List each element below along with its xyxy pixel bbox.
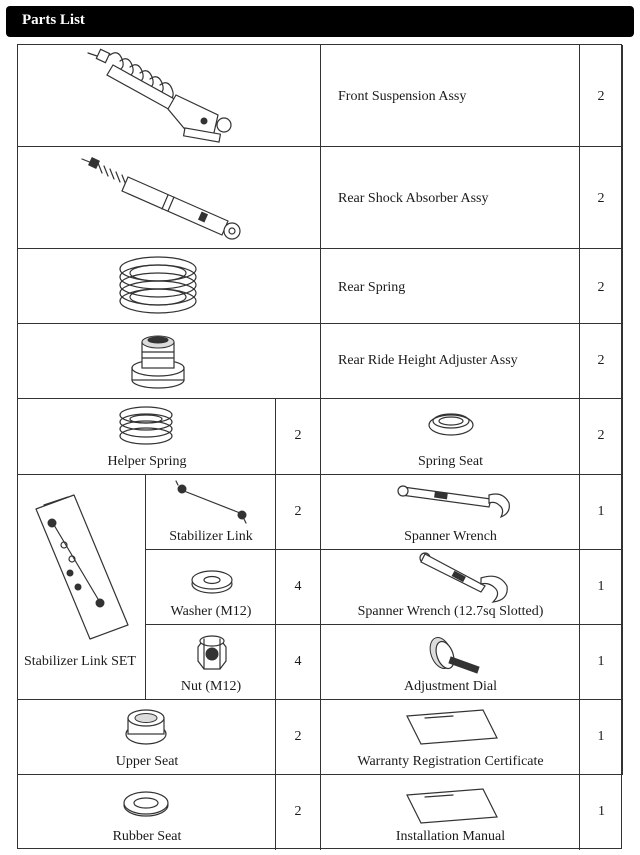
part-name-rear-spring: Rear Spring [338,280,406,295]
part-name-rubber-seat: Rubber Seat [112,829,182,844]
qty-cell-stabilizer-link [276,475,321,550]
qty-spanner-slotted: 1 [597,579,605,594]
image-cell-spring-seat [321,399,580,475]
part-name-spanner-slotted: Spanner Wrench (12.7sq Slotted) [357,604,544,619]
part-name-helper-spring: Helper Spring [107,454,187,469]
image-cell-spanner-wrench [321,475,580,550]
qty-cell-rear-shock [580,147,623,249]
part-name-stabilizer-link: Stabilizer Link [169,529,253,544]
qty-cell-rear-ride-height [580,324,623,399]
name-cell-rear-ride-height [321,324,580,399]
qty-cell-front-suspension [580,45,623,147]
qty-washer: 4 [294,579,302,594]
part-name-manual: Installation Manual [395,829,506,844]
qty-cell-rubber-seat [276,775,321,850]
image-cell-washer [146,550,276,625]
part-name-washer: Washer (M12) [170,604,252,619]
image-cell-rear-spring [18,249,321,324]
qty-spring-seat: 2 [597,428,605,443]
name-cell-rear-shock [321,147,580,249]
qty-cell-spanner-slotted [580,550,623,625]
image-cell-upper-seat [18,700,276,775]
qty-rear-shock: 2 [597,191,605,206]
front-suspension-icon [18,45,321,147]
image-cell-spanner-slotted [321,550,580,625]
qty-cell-warranty [580,700,623,775]
parts-table [17,44,622,849]
qty-warranty: 1 [597,729,605,744]
qty-cell-helper-spring [276,399,321,475]
rear-shock-icon [18,147,321,249]
image-cell-front-suspension [18,45,321,147]
qty-rubber-seat: 2 [294,804,302,819]
qty-cell-adjustment-dial [580,625,623,700]
header-bar [6,6,634,37]
qty-upper-seat: 2 [294,729,302,744]
qty-cell-upper-seat [276,700,321,775]
page-title: Parts List [22,12,85,28]
part-name-nut: Nut (M12) [180,679,242,694]
part-name-spring-seat: Spring Seat [418,454,483,469]
name-cell-rear-spring [321,249,580,324]
image-cell-nut [146,625,276,700]
image-cell-manual [321,775,580,850]
qty-spanner-wrench: 1 [597,504,605,519]
qty-cell-spanner-wrench [580,475,623,550]
qty-nut: 4 [294,654,302,669]
qty-front-suspension: 2 [597,89,605,104]
image-cell-adjustment-dial [321,625,580,700]
qty-cell-spring-seat [580,399,623,475]
qty-cell-nut [276,625,321,700]
rear-spring-icon [18,249,321,324]
image-cell-helper-spring [18,399,276,475]
qty-cell-rear-spring [580,249,623,324]
image-cell-stabilizer-set [18,475,146,700]
qty-cell-manual [580,775,623,850]
qty-manual: 1 [598,804,605,819]
image-cell-stabilizer-link [146,475,276,550]
qty-adjustment-dial: 1 [597,654,605,669]
part-name-front-suspension: Front Suspension Assy [338,89,467,104]
image-cell-rear-ride-height [18,324,321,399]
part-name-rear-ride-height: Rear Ride Height Adjuster Assy [338,353,518,368]
qty-cell-washer [276,550,321,625]
ride-height-adjuster-icon [18,324,321,399]
qty-rear-ride-height: 2 [597,353,605,368]
image-cell-rubber-seat [18,775,276,850]
part-name-spanner-wrench: Spanner Wrench [404,529,497,544]
qty-helper-spring: 2 [294,428,302,443]
qty-rear-spring: 2 [597,280,605,295]
part-name-rear-shock: Rear Shock Absorber Assy [338,191,489,206]
part-name-adjustment-dial: Adjustment Dial [404,679,497,694]
part-name-stabilizer-set: Stabilizer Link SET [24,654,136,669]
part-name-upper-seat: Upper Seat [115,754,179,769]
name-cell-front-suspension [321,45,580,147]
qty-stabilizer-link: 2 [294,504,302,519]
image-cell-warranty [321,700,580,775]
part-name-warranty: Warranty Registration Certificate [357,754,544,769]
image-cell-rear-shock [18,147,321,249]
